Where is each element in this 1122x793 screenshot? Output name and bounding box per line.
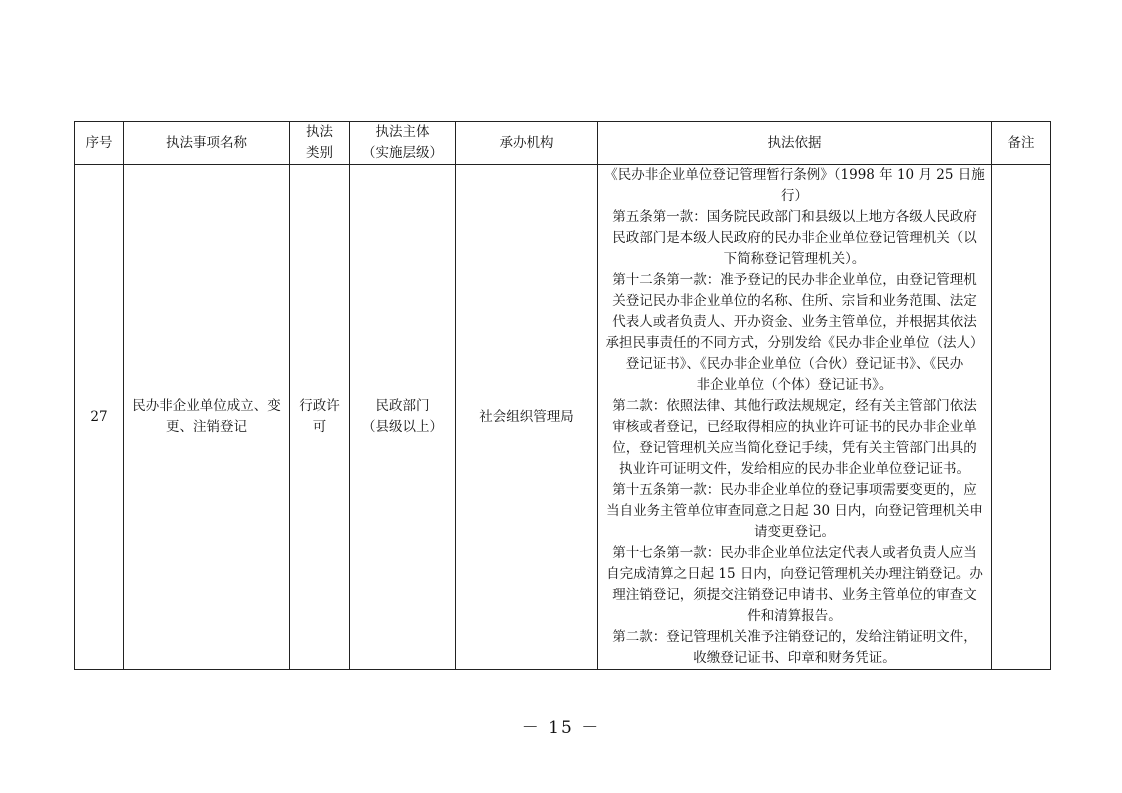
subject-line1: 民政部门 (375, 398, 430, 414)
basis-line: 《民办非企业单位登记管理暂行条例》（1998 年 10 月 25 日施 (604, 167, 985, 183)
basis-line: 当自业务主管单位审查同意之日起 30 日内，向登记管理机关申 (606, 503, 983, 519)
cell-agency: 社会组织管理局 (456, 165, 598, 670)
cell-item-name (124, 165, 290, 670)
basis-line: 第二款：依照法律、其他行政法规规定，经有关主管部门依法 (612, 398, 977, 414)
cell-subject (350, 165, 456, 670)
basis-line: 自完成清算之日起 15 日内，向登记管理机关办理注销登记。办 (606, 566, 983, 582)
header-agency: 承办机构 (456, 122, 598, 165)
basis-line: 收缴登记证书、印章和财务凭证。 (693, 650, 896, 666)
basis-line: 执业许可证明文件，发给相应的民办非企业单位登记证书。 (619, 461, 970, 477)
cell-basis (598, 165, 992, 670)
header-seq: 序号 (75, 122, 124, 165)
basis-line: 行） (781, 188, 808, 204)
basis-line: 民政部门是本级人民政府的民办非企业单位登记管理机关（以 (612, 230, 977, 246)
basis-line: 代表人或者负责人、开办资金、业务主管单位，并根据其依法 (612, 314, 977, 330)
basis-line: 第十五条第一款：民办非企业单位的登记事项需要变更的，应 (612, 482, 977, 498)
basis-line: 理注销登记，须提交注销登记申请书、业务主管单位的审查文 (612, 587, 977, 603)
item-name-line1: 民办非企业单位成立、变 (132, 398, 281, 414)
basis-line: 第五条第一款：国务院民政部门和县级以上地方各级人民政府 (612, 209, 977, 225)
basis-line: 登记证书》、《民办非企业单位（合伙）登记证书》、《民办 (625, 356, 964, 372)
category-line1: 行政许 (299, 398, 340, 414)
basis-line: 请变更登记。 (754, 524, 835, 540)
basis-line: 位，登记管理机关应当简化登记手续，凭有关主管部门出具的 (612, 440, 977, 456)
item-name-line2: 更、注销登记 (166, 419, 247, 435)
subject-line2: （县级以上） (362, 419, 443, 435)
header-remark: 备注 (992, 122, 1051, 165)
page-number: － 15 － (521, 718, 601, 738)
basis-line: 第十七条第一款：民办非企业单位法定代表人或者负责人应当 (612, 545, 977, 561)
header-category-line1: 执法 (306, 124, 333, 140)
enforcement-table (74, 121, 1051, 670)
header-basis: 执法依据 (598, 122, 992, 165)
basis-line: 非企业单位（个体）登记证书》。 (696, 377, 893, 393)
header-subject-line2: （实施层级） (362, 145, 443, 161)
table-header-row (75, 122, 1051, 165)
header-subject (350, 122, 456, 165)
header-subject-line1: 执法主体 (375, 124, 430, 140)
header-category-line2: 类别 (306, 145, 333, 161)
header-category (290, 122, 350, 165)
table-row (75, 165, 1051, 670)
cell-remark (992, 165, 1051, 670)
basis-line: 审核或者登记，已经取得相应的执业许可证书的民办非企业单 (612, 419, 977, 435)
basis-line: 承担民事责任的不同方式，分别发给《民办非企业单位（法人） (605, 335, 984, 351)
basis-line: 第二款：登记管理机关准予注销登记的，发给注销证明文件， (612, 629, 977, 645)
cell-category (290, 165, 350, 670)
category-line2: 可 (312, 419, 327, 435)
basis-line: 第十二条第一款：准予登记的民办非企业单位，由登记管理机 (612, 272, 977, 288)
basis-line: 下简称登记管理机关）。 (723, 251, 866, 267)
basis-line: 关登记民办非企业单位的名称、住所、宗旨和业务范围、法定 (612, 293, 977, 309)
cell-seq: 27 (75, 165, 124, 670)
basis-line: 件和清算报告。 (747, 608, 842, 624)
header-item-name: 执法事项名称 (124, 122, 290, 165)
